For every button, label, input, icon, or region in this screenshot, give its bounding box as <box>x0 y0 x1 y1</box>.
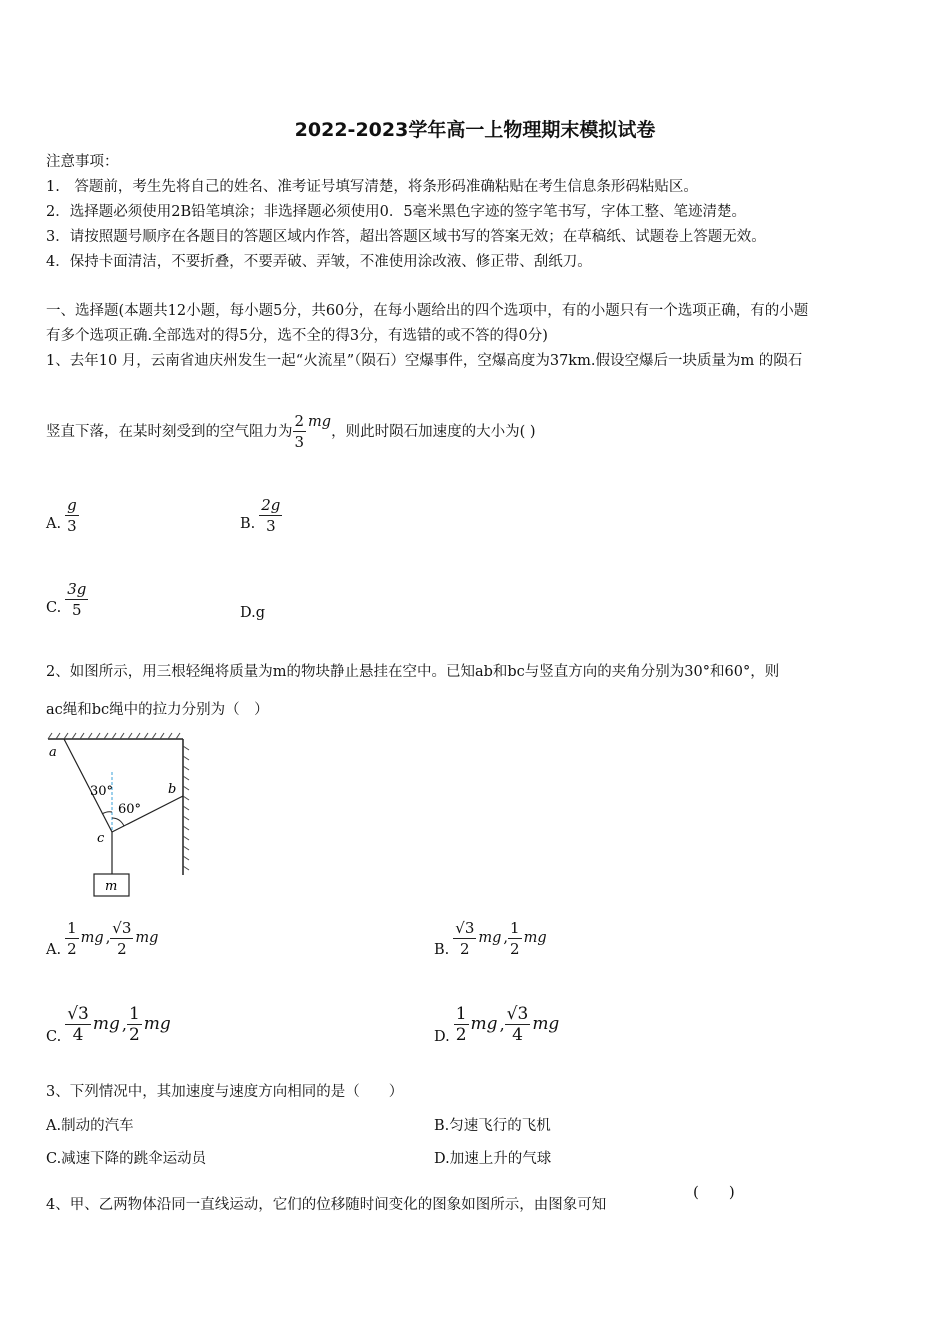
section-line-2: 有多个选项正确.全部选对的得5分，选不全的得3分，有选错的或不答的得0分) <box>46 328 548 344</box>
q2-b-den-1: 2 <box>460 939 470 958</box>
q2-option-d-label: D. <box>434 1029 450 1045</box>
q2-d-var-1: mg <box>470 1014 498 1034</box>
q2-a-den-1: 2 <box>67 939 77 958</box>
q2-option-d[interactable]: D. $\frac{1}{2}$ mg , $\frac{√3}{4}$ mg <box>434 1003 560 1045</box>
q2-b-num-2: 1 <box>510 918 520 937</box>
q1-line-2 <box>46 412 536 451</box>
label-m: m <box>105 879 118 894</box>
note-item-1: 1. 答题前，考生先将自己的姓名、准考证号填写清楚，将条形码准确粘贴在考生信息条形码粘贴区。 <box>46 179 698 195</box>
q2-c-num-1: √3 <box>67 1003 89 1024</box>
q2-option-c-label: C. <box>46 1029 62 1045</box>
q2-option-c-frac-2 <box>127 1005 142 1044</box>
q1-line-2-after: ，则此时陨石加速度的大小为( ) <box>331 423 536 440</box>
label-angle-60: 60° <box>118 802 142 817</box>
q1-option-a[interactable] <box>46 496 79 535</box>
q2-option-a-frac-1 <box>65 919 79 958</box>
q1-option-c-den: 5 <box>71 601 82 619</box>
q1-option-c-label: C. <box>46 599 62 616</box>
q3-stem: 3、下列情况中，其加速度与速度方向相同的是（ ） <box>46 1084 404 1100</box>
q1-fraction-den: 3 <box>294 433 305 451</box>
q2-d-num-2: √3 <box>506 1003 529 1024</box>
ceiling-hatch <box>48 733 180 739</box>
q1-option-a-frac <box>65 496 79 535</box>
q1-fraction <box>293 412 307 451</box>
q1-line-1: 1、去年10 月，云南省迪庆州发生一起“火流星”（陨石）空爆事件，空爆高度为37km.假设空爆后一块质量为m 的陨石 <box>46 353 803 369</box>
q4-stem: 4、甲、乙两物体沿同一直线运动，它们的位移随时间变化的图象如图所示，由图象可知 <box>46 1197 607 1213</box>
note-item-4: 4．保持卡面清洁，不要折叠，不要弄破、弄皱，不准使用涂改液、修正带、刮纸刀。 <box>46 254 592 270</box>
q1-line-2-before: 竖直下落，在某时刻受到的空气阻力为 <box>46 423 293 440</box>
q2-d-den-1: 2 <box>455 1024 467 1045</box>
q2-c-num-2: 1 <box>128 1003 140 1024</box>
q1-option-b[interactable] <box>240 496 282 535</box>
note-item-3: 3．请按照题号顺序在各题目的答题区域内作答，超出答题区域书写的答案无效；在草稿纸、试题卷上答题无效。 <box>46 229 766 245</box>
q2-c-var-1: mg <box>92 1014 120 1034</box>
q2-c-var-2: mg <box>143 1014 171 1034</box>
wall-hatch <box>183 746 189 870</box>
label-a: a <box>49 745 57 760</box>
notes-heading: 注意事项： <box>46 154 119 170</box>
q1-option-d[interactable] <box>240 605 265 621</box>
angle-arc-30 <box>102 812 112 814</box>
q1-fraction-num: 2 <box>294 412 305 430</box>
q2-b-num-1: √3 <box>455 918 475 937</box>
q2-rope-diagram <box>44 732 194 900</box>
label-c: c <box>97 831 105 846</box>
q2-c-den-2: 2 <box>128 1024 140 1045</box>
q2-a-var-1: mg <box>80 930 104 946</box>
q1-option-b-label: B. <box>240 515 256 532</box>
q2-option-d-frac-1 <box>454 1005 469 1044</box>
q2-b-var-2: mg <box>523 930 547 946</box>
q2-a-var-2: mg <box>135 930 159 946</box>
q2-option-a[interactable]: A. $\frac{1}{2}$ mg , $\frac{√3}{2}$ mg <box>46 918 159 958</box>
section-line-1: 一、选择题(本题共12小题，每小题5分，共60分，在每小题给出的四个选项中，有的小题只有一个选项正确，有的小题 <box>46 303 809 319</box>
page-title: 2022-2023学年高一上物理期末模拟试卷 <box>294 119 656 141</box>
q2-option-c-frac-1 <box>65 1005 91 1044</box>
q1-option-a-label: A. <box>46 515 62 532</box>
q1-option-a-den: 3 <box>67 517 77 535</box>
q3-option-a[interactable]: A.制动的汽车 <box>46 1118 134 1134</box>
q2-option-a-label: A. <box>46 942 62 958</box>
q2-d-num-1: 1 <box>455 1003 467 1024</box>
q1-fraction-var: mg <box>308 413 332 430</box>
q2-option-b-label: B. <box>434 942 450 958</box>
q1-option-c-frac <box>65 580 88 619</box>
q1-option-a-num: g <box>67 496 77 514</box>
q1-option-b-num: 2g <box>261 496 281 514</box>
q3-option-c[interactable]: C.减速下降的跳伞运动员 <box>46 1151 207 1167</box>
q2-option-b-frac-2 <box>508 919 522 958</box>
q2-a-num-2: √3 <box>112 918 132 937</box>
q2-line-1: 2、如图所示，用三根轻绳将质量为m的物块静止悬挂在空中。已知ab和bc与竖直方向的夹角分别为30°和60°，则 <box>46 664 780 680</box>
q2-option-b-frac-1 <box>453 919 476 958</box>
q1-option-c[interactable] <box>46 580 88 619</box>
q2-d-var-2: mg <box>532 1014 560 1034</box>
q3-option-b[interactable]: B.匀速飞行的飞机 <box>434 1118 551 1134</box>
note-item-2: 2．选择题必须使用2B铅笔填涂；非选择题必须使用0．5毫米黑色字迹的签字笔书写，字体工整、笔迹清楚。 <box>46 204 747 220</box>
q1-option-c-num: 3g <box>67 580 87 598</box>
q1-option-b-den: 3 <box>266 517 276 535</box>
q1-option-b-frac <box>259 496 282 535</box>
q1-option-d-text: g <box>255 605 266 621</box>
q2-option-b[interactable]: B. $\frac{√3}{2}$ mg , $\frac{1}{2}$ mg <box>434 918 547 958</box>
angle-arc-60 <box>112 818 124 826</box>
label-angle-30: 30° <box>90 784 114 799</box>
q2-c-den-1: 4 <box>72 1024 84 1045</box>
q2-option-c[interactable]: C. $\frac{√3}{4}$ mg , $\frac{1}{2}$ mg <box>46 1003 171 1045</box>
label-b: b <box>168 782 177 797</box>
q2-b-den-2: 2 <box>510 939 520 958</box>
q2-b-var-1: mg <box>478 930 502 946</box>
q2-line-2: ac绳和bc绳中的拉力分别为（ ） <box>46 702 269 718</box>
q3-option-d[interactable]: D.加速上升的气球 <box>434 1151 552 1167</box>
q4-paren: ( ) <box>693 1183 735 1201</box>
q2-option-d-frac-2 <box>505 1005 531 1044</box>
q2-a-den-2: 2 <box>117 939 127 958</box>
q2-a-num-1: 1 <box>67 918 77 937</box>
q1-option-d-label: D. <box>240 605 256 621</box>
q2-d-den-2: 4 <box>512 1024 523 1045</box>
q2-option-a-frac-2 <box>110 919 133 958</box>
